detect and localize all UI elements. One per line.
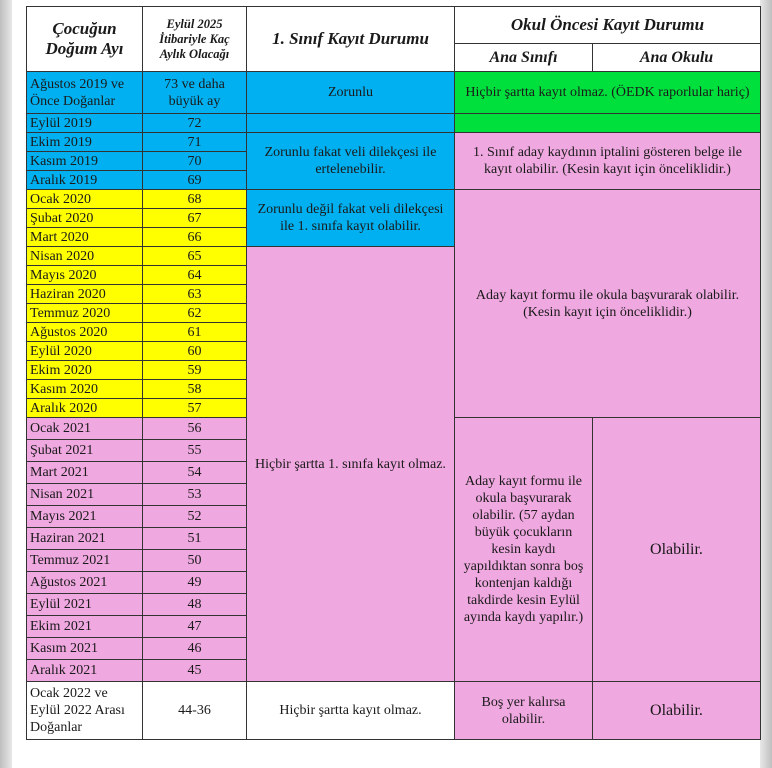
age-cell: 44-36 — [143, 682, 247, 740]
preschool-application-cell: Aday kayıt formu ile okula başvurarak olabilir. (Kesin kayıt için önceliklidir.) — [455, 190, 761, 418]
preschool-not-allowed-cell-cont — [455, 114, 761, 133]
header-ana-okulu: Ana Okulu — [593, 44, 761, 72]
birth-month-cell: Mayıs 2020 — [27, 266, 143, 285]
age-cell: 46 — [143, 638, 247, 660]
header-birth-month: Çocuğun Doğum Ayı — [27, 7, 143, 72]
birth-month-cell: Nisan 2021 — [27, 484, 143, 506]
age-cell: 60 — [143, 342, 247, 361]
age-cell: 56 — [143, 418, 247, 440]
age-cell: 59 — [143, 361, 247, 380]
age-cell: 57 — [143, 399, 247, 418]
birth-month-cell: Eylül 2019 — [27, 114, 143, 133]
birth-month-cell: Ağustos 2020 — [27, 323, 143, 342]
birth-month-cell: Eylül 2021 — [27, 594, 143, 616]
ana-sinifi-application-cell: Aday kayıt formu ile okula başvurarak olabilir. (57 aydan büyük çocukların kesin kaydı yapıldıktan sonra boş kontenjan kaldığı takdirde kesin Eylül ayında kaydı yapılır.) — [455, 418, 593, 682]
birth-month-cell: Ekim 2020 — [27, 361, 143, 380]
birth-month-cell: Temmuz 2021 — [27, 550, 143, 572]
age-cell: 69 — [143, 171, 247, 190]
window-frame-right — [760, 0, 772, 768]
birth-month-cell: Kasım 2020 — [27, 380, 143, 399]
preschool-not-allowed-cell: Hiçbir şartta kayıt olmaz. (ÖEDK raporlular hariç) — [455, 72, 761, 114]
age-cell: 50 — [143, 550, 247, 572]
header-ana-sinifi: Ana Sınıfı — [455, 44, 593, 72]
birth-month-cell: Aralık 2021 — [27, 660, 143, 682]
birth-month-cell: Temmuz 2020 — [27, 304, 143, 323]
age-cell: 51 — [143, 528, 247, 550]
birth-month-cell: Mart 2020 — [27, 228, 143, 247]
age-cell: 67 — [143, 209, 247, 228]
age-cell: 71 — [143, 133, 247, 152]
birth-month-cell: Kasım 2019 — [27, 152, 143, 171]
birth-month-cell: Şubat 2021 — [27, 440, 143, 462]
header-age-months: Eylül 2025 İtibariyle Kaç Aylık Olacağı — [143, 7, 247, 72]
age-cell: 47 — [143, 616, 247, 638]
ana-okulu-allowed-last-cell: Olabilir. — [593, 682, 761, 740]
birth-month-cell: Haziran 2021 — [27, 528, 143, 550]
age-cell: 62 — [143, 304, 247, 323]
birth-month-cell: Ocak 2020 — [27, 190, 143, 209]
birth-month-cell: Ekim 2019 — [27, 133, 143, 152]
age-cell: 48 — [143, 594, 247, 616]
birth-month-cell: Ağustos 2021 — [27, 572, 143, 594]
age-cell: 55 — [143, 440, 247, 462]
age-cell: 70 — [143, 152, 247, 171]
age-cell: 65 — [143, 247, 247, 266]
birth-month-cell: Ocak 2022 ve Eylül 2022 Arası Doğanlar — [27, 682, 143, 740]
grade1-petition-cell: Zorunlu değil fakat veli dilekçesi ile 1. sınıfa kayıt olabilir. — [247, 190, 455, 247]
age-cell: 45 — [143, 660, 247, 682]
grade1-not-allowed-last-cell: Hiçbir şartta kayıt olmaz. — [247, 682, 455, 740]
birth-month-cell: Ocak 2021 — [27, 418, 143, 440]
school-registration-table — [26, 6, 761, 740]
birth-month-cell: Aralık 2020 — [27, 399, 143, 418]
age-cell: 68 — [143, 190, 247, 209]
birth-month-cell: Mayıs 2021 — [27, 506, 143, 528]
ana-sinifi-if-space-cell: Boş yer kalırsa olabilir. — [455, 682, 593, 740]
birth-month-cell: Ekim 2021 — [27, 616, 143, 638]
header-preschool-status: Okul Öncesi Kayıt Durumu — [455, 7, 761, 44]
age-cell: 52 — [143, 506, 247, 528]
age-cell: 64 — [143, 266, 247, 285]
age-cell: 49 — [143, 572, 247, 594]
age-cell: 73 ve daha büyük ay — [143, 72, 247, 114]
age-cell: 53 — [143, 484, 247, 506]
age-cell: 72 — [143, 114, 247, 133]
grade1-mandatory-cell-cont — [247, 114, 455, 133]
birth-month-cell: Mart 2021 — [27, 462, 143, 484]
birth-month-cell: Aralık 2019 — [27, 171, 143, 190]
grade1-postpone-cell: Zorunlu fakat veli dilekçesi ile ertelenebilir. — [247, 133, 455, 190]
birth-month-cell: Nisan 2020 — [27, 247, 143, 266]
preschool-cancel-doc-cell: 1. Sınıf aday kaydının iptalini gösteren belge ile kayıt olabilir. (Kesin kayıt için önceliklidir.) — [455, 133, 761, 190]
birth-month-cell: Şubat 2020 — [27, 209, 143, 228]
grade1-not-allowed-cell: Hiçbir şartta 1. sınıfa kayıt olmaz. — [247, 247, 455, 682]
window-frame-left — [0, 0, 12, 768]
age-cell: 54 — [143, 462, 247, 484]
birth-month-cell: Eylül 2020 — [27, 342, 143, 361]
age-cell: 58 — [143, 380, 247, 399]
birth-month-cell: Haziran 2020 — [27, 285, 143, 304]
grade1-mandatory-cell: Zorunlu — [247, 72, 455, 114]
birth-month-cell: Kasım 2021 — [27, 638, 143, 660]
age-cell: 66 — [143, 228, 247, 247]
ana-okulu-allowed-cell: Olabilir. — [593, 418, 761, 682]
age-cell: 63 — [143, 285, 247, 304]
birth-month-cell: Ağustos 2019 ve Önce Doğanlar — [27, 72, 143, 114]
age-cell: 61 — [143, 323, 247, 342]
header-grade1-status: 1. Sınıf Kayıt Durumu — [247, 7, 455, 72]
